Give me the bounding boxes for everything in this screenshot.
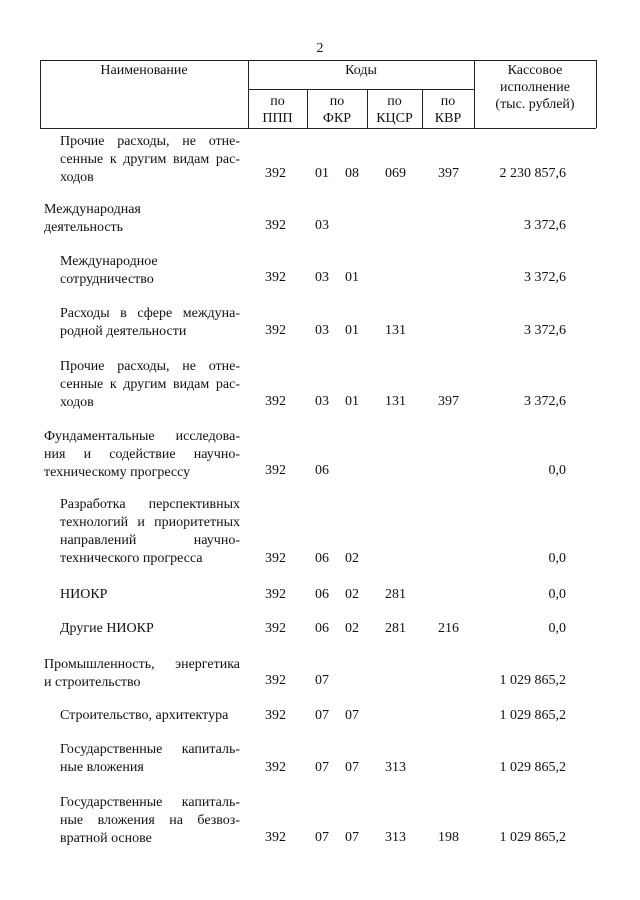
code-ppp: 392 xyxy=(265,760,286,775)
row-name: Другие НИОКР xyxy=(60,621,154,636)
code-pr: 01 xyxy=(345,394,359,409)
code-kcsr: 281 xyxy=(385,587,406,602)
code-kcsr: 069 xyxy=(385,166,406,181)
header-ppp: по ППП xyxy=(262,94,293,126)
code-kvr: 216 xyxy=(438,621,459,636)
code-ppp: 392 xyxy=(265,673,286,688)
code-kvr: 397 xyxy=(438,166,459,181)
header-codes: Коды xyxy=(345,63,377,78)
row-name: Международное сотрудничество xyxy=(60,254,158,287)
cash-amount: 0,0 xyxy=(548,551,566,566)
row-name: Строительство, архитектура xyxy=(60,708,229,723)
code-rz: 06 xyxy=(315,621,329,636)
code-rz: 06 xyxy=(315,463,329,478)
row-name: Фундаментальные исследова- ния и содействие научно- техническому прогрессу xyxy=(44,429,240,480)
code-rz: 03 xyxy=(315,394,329,409)
row-name: Расходы в сфере междуна- родной деятельности xyxy=(60,306,240,339)
code-rz: 07 xyxy=(315,830,329,845)
code-kcsr: 131 xyxy=(385,394,406,409)
code-pr: 02 xyxy=(345,551,359,566)
code-ppp: 392 xyxy=(265,394,286,409)
header-kvr: по КВР xyxy=(434,94,462,126)
code-ppp: 392 xyxy=(265,463,286,478)
code-ppp: 392 xyxy=(265,621,286,636)
code-pr: 01 xyxy=(345,270,359,285)
code-pr: 01 xyxy=(345,323,359,338)
cash-amount: 0,0 xyxy=(548,463,566,478)
code-kcsr: 281 xyxy=(385,621,406,636)
cash-amount: 1 029 865,2 xyxy=(499,673,566,688)
code-kcsr: 313 xyxy=(385,830,406,845)
row-name: Международная деятельность xyxy=(44,202,141,235)
header-fkr: по ФКР xyxy=(322,94,352,126)
code-pr: 07 xyxy=(345,708,359,723)
cash-amount: 3 372,6 xyxy=(524,270,566,285)
code-pr: 08 xyxy=(345,166,359,181)
code-pr: 02 xyxy=(345,587,359,602)
row-name: Прочие расходы, не отне- сенные к другим видам рас- ходов xyxy=(60,134,240,185)
cash-amount: 1 029 865,2 xyxy=(499,708,566,723)
code-ppp: 392 xyxy=(265,830,286,845)
cash-amount: 3 372,6 xyxy=(524,394,566,409)
code-ppp: 392 xyxy=(265,551,286,566)
code-rz: 07 xyxy=(315,708,329,723)
code-rz: 03 xyxy=(315,323,329,338)
page-number: 2 xyxy=(316,41,324,56)
cash-amount: 2 230 857,6 xyxy=(499,166,566,181)
code-ppp: 392 xyxy=(265,587,286,602)
cash-amount: 1 029 865,2 xyxy=(499,830,566,845)
code-kcsr: 313 xyxy=(385,760,406,775)
header-cash-execution: Кассовое исполнение (тыс. рублей) xyxy=(495,63,575,112)
cash-amount: 1 029 865,2 xyxy=(499,760,566,775)
code-rz: 06 xyxy=(315,587,329,602)
header-name: Наименование xyxy=(100,63,188,78)
code-rz: 03 xyxy=(315,218,329,233)
code-ppp: 392 xyxy=(265,270,286,285)
code-rz: 01 xyxy=(315,166,329,181)
row-name: Разработка перспективных технологий и приоритетных направлений научно- технического прогресса xyxy=(60,497,240,566)
code-kvr: 397 xyxy=(438,394,459,409)
row-name: Прочие расходы, не отне- сенные к другим видам рас- ходов xyxy=(60,359,240,410)
code-rz: 07 xyxy=(315,760,329,775)
cash-amount: 3 372,6 xyxy=(524,218,566,233)
row-name: Государственные капиталь- ные вложения на безвоз- вратной основе xyxy=(60,795,240,846)
code-rz: 06 xyxy=(315,551,329,566)
row-name: НИОКР xyxy=(60,587,108,602)
row-name: Промышленность, энергетика и строительство xyxy=(44,657,240,690)
cash-amount: 0,0 xyxy=(548,587,566,602)
code-pr: 02 xyxy=(345,621,359,636)
cash-amount: 0,0 xyxy=(548,621,566,636)
row-name: Государственные капиталь- ные вложения xyxy=(60,742,240,775)
code-kcsr: 131 xyxy=(385,323,406,338)
code-ppp: 392 xyxy=(265,218,286,233)
header-kcsr: по КЦСР xyxy=(376,94,413,126)
code-pr: 07 xyxy=(345,760,359,775)
code-ppp: 392 xyxy=(265,323,286,338)
code-ppp: 392 xyxy=(265,708,286,723)
code-rz: 03 xyxy=(315,270,329,285)
code-pr: 07 xyxy=(345,830,359,845)
cash-amount: 3 372,6 xyxy=(524,323,566,338)
code-rz: 07 xyxy=(315,673,329,688)
code-kvr: 198 xyxy=(438,830,459,845)
code-ppp: 392 xyxy=(265,166,286,181)
